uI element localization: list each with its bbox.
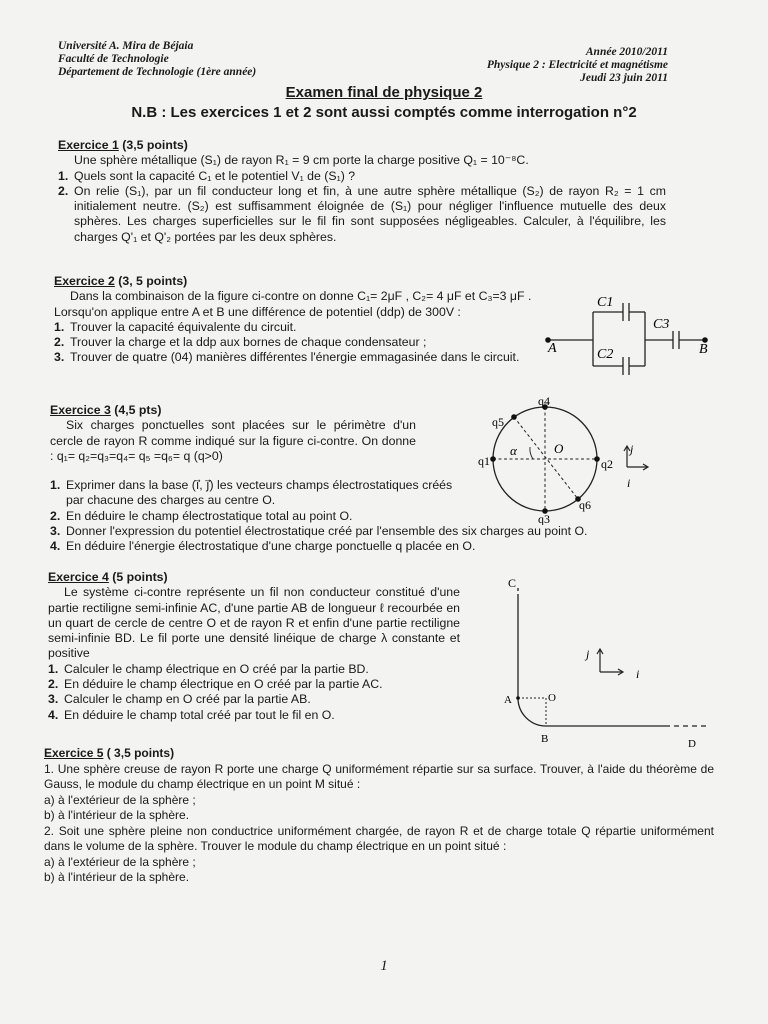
label-q4: q4	[538, 395, 550, 408]
exercise-2	[54, 274, 548, 366]
basis-vectors-icon	[597, 649, 623, 675]
exercise-3-question-2: 2. En déduire le champ électrostatique total au point O.	[50, 508, 353, 523]
exercise-3-question-4: 4. En déduire l'énergie électrostatique d'une charge ponctuelle q placée en O.	[50, 539, 476, 554]
charge-q1-dot	[490, 456, 496, 462]
label-q1: q1	[478, 454, 490, 468]
charge-q2-dot	[594, 456, 600, 462]
label-c: C	[508, 576, 517, 590]
exercise-2-question-3: 3. Trouver de quatre (04) manières différentes l'énergie emmagasinée dans le circuit.	[54, 350, 520, 365]
exercise-3-question-3: 3. Donner l'expression du potentiel électrostatique créé par l'ensemble des six charges au point O.	[50, 523, 588, 538]
exercise-5-title: Exercice 5 ( 3,5 points)	[44, 746, 175, 760]
nb-note: N.B : Les exercices 1 et 2 sont aussi comptés comme interrogation n°2	[131, 104, 637, 121]
label-q5: q5	[492, 415, 504, 429]
label-j: j	[586, 647, 590, 661]
department-name: Département de Technologie (1ère année)	[58, 66, 257, 78]
label-b: B	[541, 733, 549, 745]
wire-figure	[470, 570, 720, 750]
exercise-1-intro: Une sphère métallique (S₁) de rayon R₁ = 9 cm porte la charge positive Q₁ = 10⁻⁸C.	[74, 153, 529, 168]
label-q3: q3	[538, 512, 550, 525]
page-number: 1	[380, 958, 388, 974]
six-charges-figure	[470, 395, 660, 525]
exercise-3-intro: Six charges ponctuelles sont placées sur le périmètre d'un cercle de rayon R comme indiqué sur la figure ci-contre. On donne : q₁= q₂=q₃=q₄= q₅ =q₆= q (q>0)	[50, 418, 416, 463]
exercise-5-part-1a: a) à l'extérieur de la sphère ;	[44, 792, 196, 807]
exercise-2-question-1: 1. Trouver la capacité équivalente du circuit.	[54, 319, 297, 334]
exercise-3	[50, 403, 416, 464]
exercise-5-part-2: 2. Soit une sphère pleine non conductrice uniformément chargée, de rayon R et de charge totale Q répartie uniformément dans le volume de la sphère. Trouver le module du champ électrique en un point situé :	[44, 823, 714, 853]
exercise-1-question-2: 2. On relie (S₁), par un fil conducteur long et fin, à une autre sphère métallique (S₂) de rayon R₂ = 1 cm initialement neutre. (S₂) est suffisamment éloignée de (S₁) pour négliger l'influence mutuelle des deux sphères. Les charges superficielles sur le fil fin sont supposées négligeables. Calculer, à l'équilibre, les charges Q'₁ et Q'₂ portées par les deux sphères.	[58, 183, 666, 244]
university-name: Université A. Mira de Béjaia	[58, 40, 194, 52]
label-q6: q6	[579, 498, 591, 512]
label-i: i	[636, 667, 640, 681]
academic-year: Année 2010/2011	[585, 46, 668, 58]
label-a: A	[504, 694, 512, 706]
exercise-3-title: Exercice 3 (4,5 pts)	[50, 403, 162, 417]
label-center-o: O	[554, 441, 564, 456]
course-name: Physique 2 : Electricité et magnétisme	[486, 59, 668, 71]
label-q2: q2	[601, 457, 613, 471]
exercise-4-title: Exercice 4 (5 points)	[48, 570, 168, 584]
basis-vectors-icon	[624, 446, 648, 470]
charge-q5-dot	[511, 414, 517, 420]
label-j: j	[630, 442, 634, 456]
label-c2: C2	[597, 347, 614, 362]
exam-date: Jeudi 23 juin 2011	[580, 72, 668, 84]
exercise-4	[48, 570, 460, 723]
exercise-3-question-1: 1. Exprimer dans la base (i⃗, j⃗) les vecteurs champs électrostatiques créés par chacune des charges au centre O.	[50, 478, 453, 508]
label-alpha: α	[510, 443, 517, 458]
faculty-name: Faculté de Technologie	[58, 53, 169, 65]
exercise-5-part-2b: b) à l'intérieur de la sphère.	[44, 870, 190, 884]
exercise-4-question-3: 3. Calculer le champ en O créé par la partie AB.	[48, 692, 311, 707]
exercise-2-title: Exercice 2 (3, 5 points)	[54, 274, 188, 288]
exercise-5-part-1: 1. Une sphère creuse de rayon R porte une charge Q uniformément répartie sur sa surface. Trouver, à l'aide du théorème de Gauss, le module du champ électrique en un point M situé :	[44, 761, 714, 791]
label-o: O	[548, 692, 556, 704]
exercise-2-intro: Dans la combinaison de la figure ci-contre on donne C₁= 2μF , C₂= 4 μF et C₃=3 μF . Lorsqu'on applique entre A et B une différence de potentiel (ddp) de 300V :	[54, 289, 532, 319]
exercise-2-question-2: 2. Trouver la charge et la ddp aux bornes de chaque condensateur ;	[54, 335, 427, 350]
label-i: i	[627, 476, 631, 490]
header-left	[58, 40, 256, 79]
exercise-1	[58, 138, 666, 245]
exercise-5-part-1b: b) à l'intérieur de la sphère.	[44, 808, 190, 822]
label-d: D	[688, 738, 696, 750]
header-right	[487, 46, 668, 85]
exercise-5	[44, 746, 714, 886]
exercise-4-intro: Le système ci-contre représente un fil non conducteur constitué d'une partie rectiligne semi-infinie AC, d'une partie AB de longueur ℓ recourbée en un quart de cercle de centre O et de rayon R et enfin d'une partie rectiligne semi-infinie BD. Le fil porte une densité linéique de charge λ constante et positive	[48, 585, 460, 661]
exercise-4-question-1: 1. Calculer le champ électrique en O créé par la partie BD.	[48, 661, 369, 676]
capacitor-circuit-figure	[545, 290, 715, 380]
label-a: A	[548, 341, 557, 356]
exam-title: Examen final de physique 2	[285, 84, 483, 101]
label-c1: C1	[597, 295, 614, 310]
exercise-1-question-1: 1. Quels sont la capacité C₁ et le potentiel V₁ de (S₁) ?	[58, 168, 356, 183]
label-c3: C3	[653, 317, 670, 332]
exercise-4-question-2: 2. En déduire le champ électrique en O créé par la partie AC.	[48, 677, 383, 692]
exercise-4-question-4: 4. En déduire le champ total créé par tout le fil en O.	[48, 707, 335, 722]
label-b: B	[699, 342, 708, 357]
exercise-1-title: Exercice 1 (3,5 points)	[58, 138, 188, 152]
exercise-5-part-2a: a) à l'extérieur de la sphère ;	[44, 854, 196, 869]
